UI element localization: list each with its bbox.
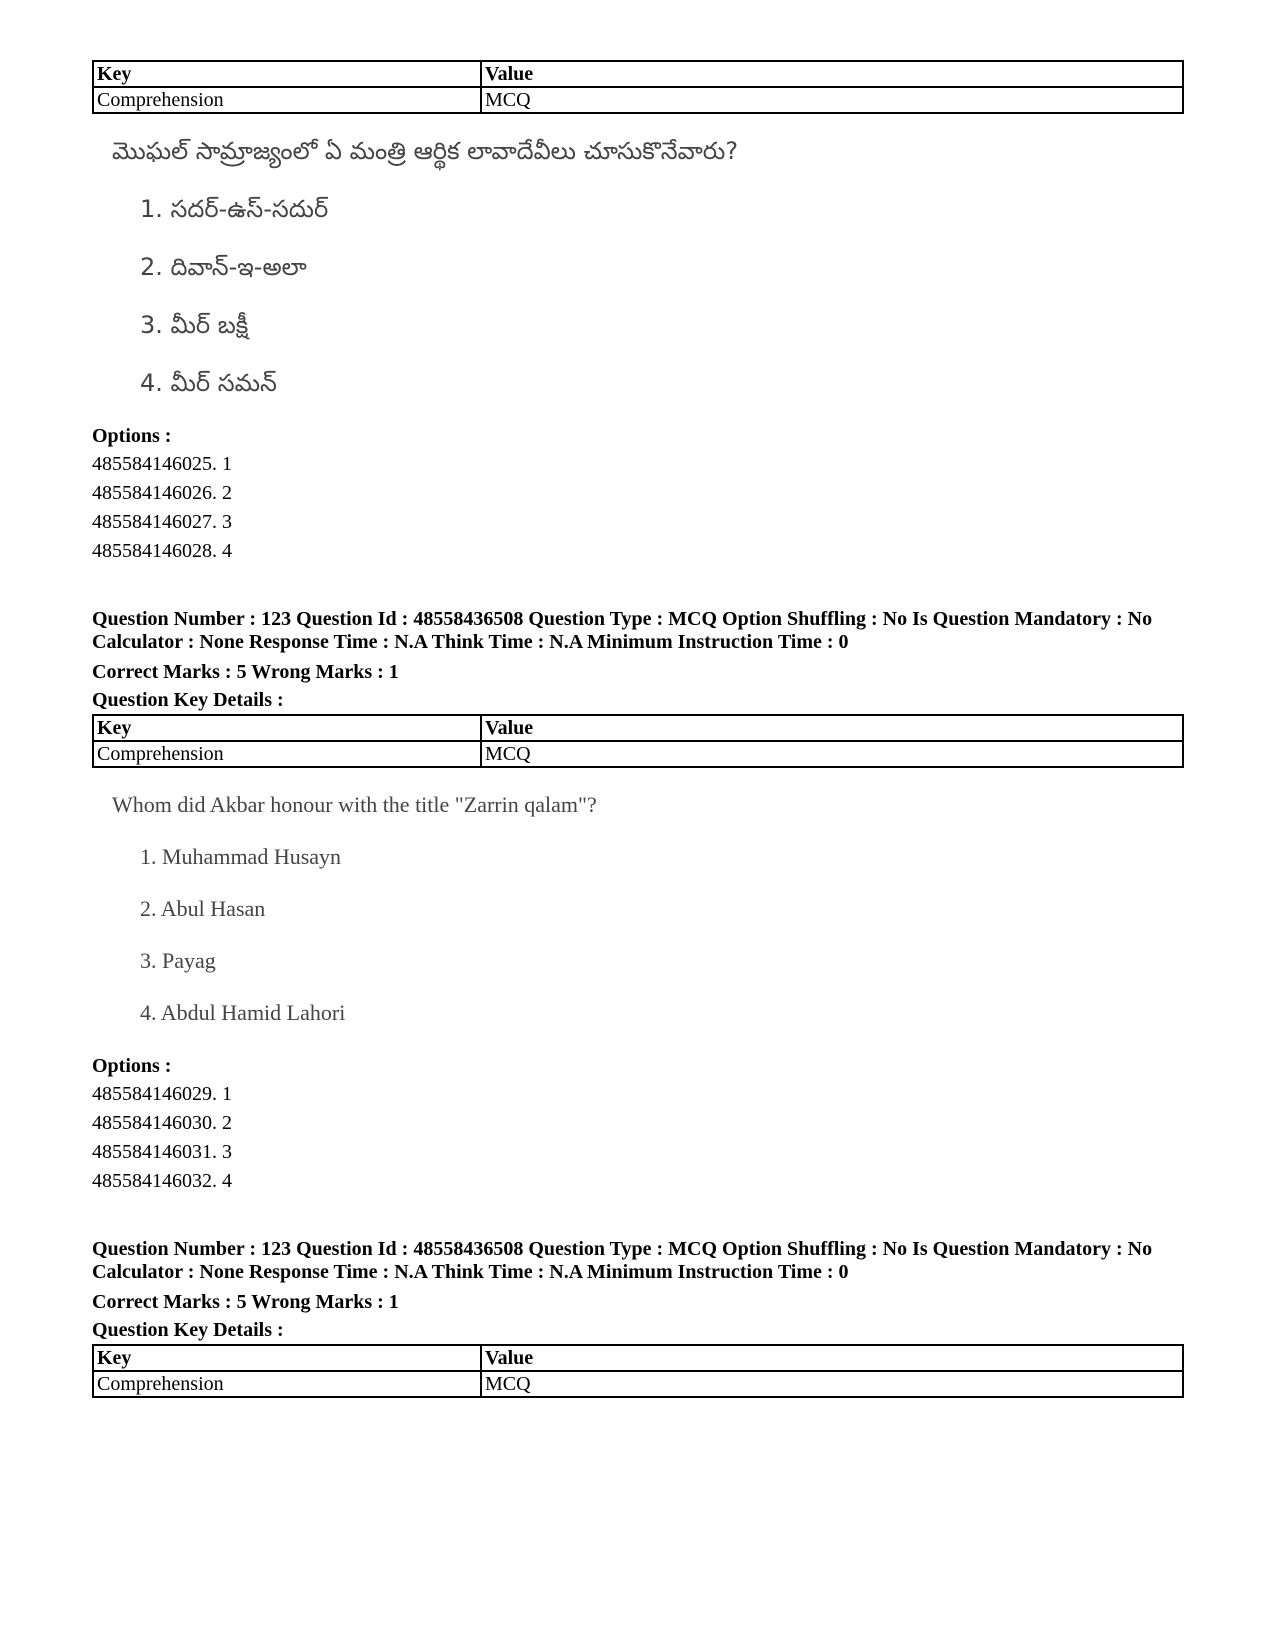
option-line: 485584146027. 3: [92, 511, 232, 533]
table-cell-value: MCQ: [481, 741, 1183, 767]
table-header-key: Key: [93, 61, 481, 87]
option-line: 485584146028. 4: [92, 540, 232, 562]
option-line: 485584146029. 1: [92, 1083, 232, 1105]
question-choice: 3. Payag: [140, 948, 216, 973]
table-row: [93, 741, 1183, 767]
question-meta: Question Number : 123 Question Id : 48558436508 Question Type : MCQ Option Shuffling : No Is Question Mandatory : No Calculator : None Response Time : N.A Think Time : N.A Minimum Instruction Time : 0: [92, 1238, 1153, 1283]
key-details-title: Question Key Details :: [92, 689, 284, 711]
document-page: [92, 60, 1184, 1398]
table-header-row: [93, 1345, 1183, 1371]
question-choice: 3. మీర్ బక్షీ: [140, 311, 249, 339]
question-image: [112, 790, 1184, 1028]
key-value-table: [92, 1344, 1184, 1398]
table-header-value: Value: [481, 1345, 1183, 1371]
table-row: [93, 1371, 1183, 1397]
table-header-row: [93, 61, 1183, 87]
option-line: 485584146032. 4: [92, 1170, 232, 1192]
question-choice: 4. మీర్ సమన్: [140, 369, 277, 397]
table-cell-value: MCQ: [481, 1371, 1183, 1397]
table-header-key: Key: [93, 715, 481, 741]
option-line: 485584146026. 2: [92, 482, 232, 504]
table-cell-key: Comprehension: [93, 87, 481, 113]
question-choice: 1. Muhammad Husayn: [140, 844, 342, 869]
question-choice: 4. Abdul Hamid Lahori: [140, 1000, 346, 1025]
marks-line: Correct Marks : 5 Wrong Marks : 1: [92, 1291, 399, 1313]
option-line: 485584146031. 3: [92, 1141, 232, 1163]
table-header-value: Value: [481, 61, 1183, 87]
key-value-table: [92, 60, 1184, 114]
question-text: Whom did Akbar honour with the title "Zarrin qalam"?: [112, 792, 597, 817]
key-value-table: [92, 714, 1184, 768]
options-title: Options :: [92, 425, 172, 447]
table-row: [93, 87, 1183, 113]
key-details-title: Question Key Details :: [92, 1319, 284, 1341]
table-header-value: Value: [481, 715, 1183, 741]
options-title: Options :: [92, 1055, 172, 1077]
question-choice: 2. Abul Hasan: [140, 896, 266, 921]
question-meta: Question Number : 123 Question Id : 48558436508 Question Type : MCQ Option Shuffling : No Is Question Mandatory : No Calculator : None Response Time : N.A Think Time : N.A Minimum Instruction Time : 0: [92, 608, 1153, 653]
table-cell-value: MCQ: [481, 87, 1183, 113]
question-image: [112, 136, 1184, 398]
table-header-row: [93, 715, 1183, 741]
marks-line: Correct Marks : 5 Wrong Marks : 1: [92, 661, 399, 683]
question-choice: 1. సదర్-ఉస్-సదుర్: [140, 195, 329, 223]
option-line: 485584146030. 2: [92, 1112, 232, 1134]
table-header-key: Key: [93, 1345, 481, 1371]
option-line: 485584146025. 1: [92, 453, 232, 475]
table-cell-key: Comprehension: [93, 1371, 481, 1397]
question-text: మొఘల్ సామ్రాజ్యంలో ఏ మంత్రి ఆర్థిక లావాదేవీలు చూసుకొనేవారు?: [112, 137, 739, 165]
question-choice: 2. దివాన్-ఇ-అలా: [140, 253, 307, 281]
table-cell-key: Comprehension: [93, 741, 481, 767]
